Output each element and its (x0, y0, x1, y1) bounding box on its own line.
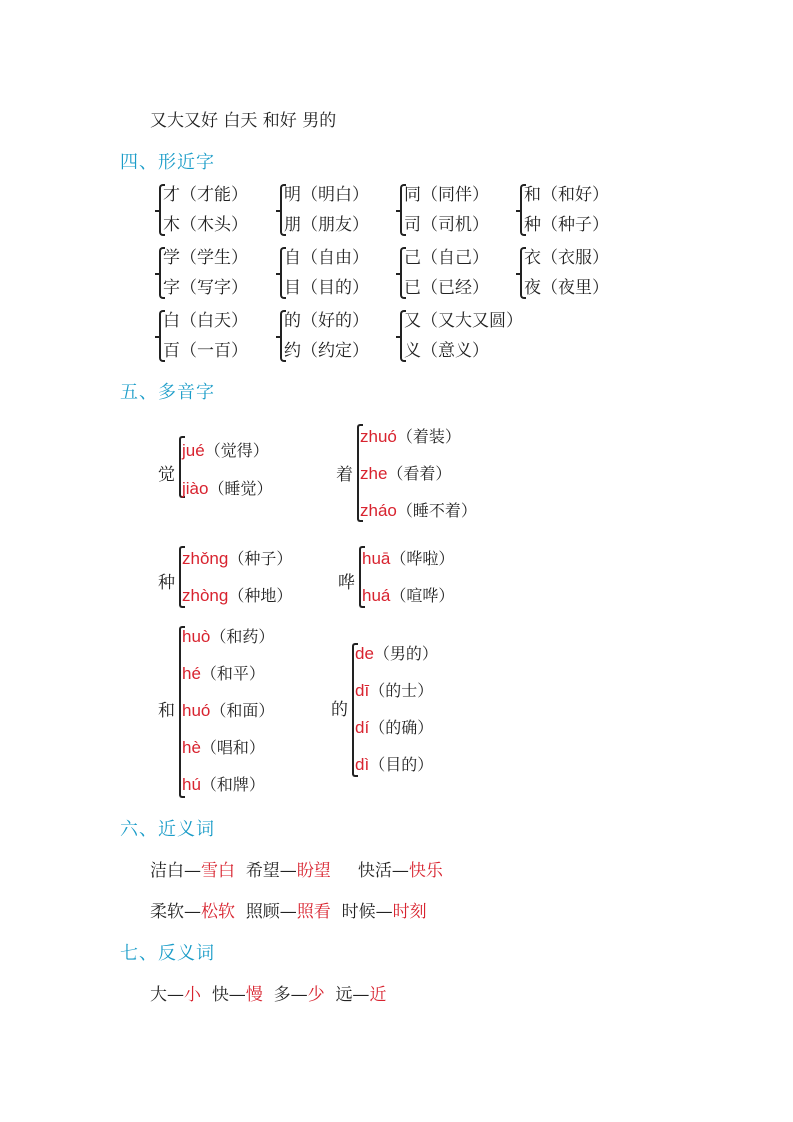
section-heading-antonyms: 七、反义词 (120, 943, 215, 964)
char-pair: 衣（衣服） 夜（夜里） (520, 243, 609, 303)
brace-icon (520, 247, 526, 299)
synonym-row: 柔软—松软 照顾—照看 时候—时刻 (150, 902, 427, 922)
char-pair: 的（好的） 约（约定） (280, 306, 369, 366)
brace-icon (400, 247, 406, 299)
brace-icon (159, 184, 165, 236)
brace-icon (159, 310, 165, 362)
char-pair: 自（自由） 目（目的） (280, 243, 369, 303)
brace-icon (400, 310, 406, 362)
brace-icon (400, 184, 406, 236)
char-pair: 白（白天） 百（一百） (159, 306, 248, 366)
synonym-row: 洁白—雪白 希望—盼望 快活—快乐 (150, 861, 443, 881)
brace-icon (280, 247, 286, 299)
brace-icon (280, 310, 286, 362)
char-pair: 和（和好） 种（种子） (520, 180, 609, 240)
brace-icon (520, 184, 526, 236)
char-pair: 又（又大又圆） 义（意义） (400, 306, 523, 366)
brace-icon (159, 247, 165, 299)
char-pair: 同（同伴） 司（司机） (400, 180, 489, 240)
char-pair: 才（才能） 木（木头） (159, 180, 248, 240)
section-heading-similar-chars: 四、形近字 (120, 152, 215, 173)
char-pair: 明（明白） 朋（朋友） (280, 180, 369, 240)
brace-icon (280, 184, 286, 236)
intro-line: 又大又好 白天 和好 男的 (150, 111, 337, 131)
char-pair: 己（自己） 已（已经） (400, 243, 489, 303)
char-pair: 学（学生） 字（写字） (159, 243, 248, 303)
section-heading-synonyms: 六、近义词 (120, 819, 215, 840)
section-heading-polyphones: 五、多音字 (120, 382, 215, 403)
antonym-row: 大—小 快—慢 多—少 远—近 (150, 985, 387, 1005)
